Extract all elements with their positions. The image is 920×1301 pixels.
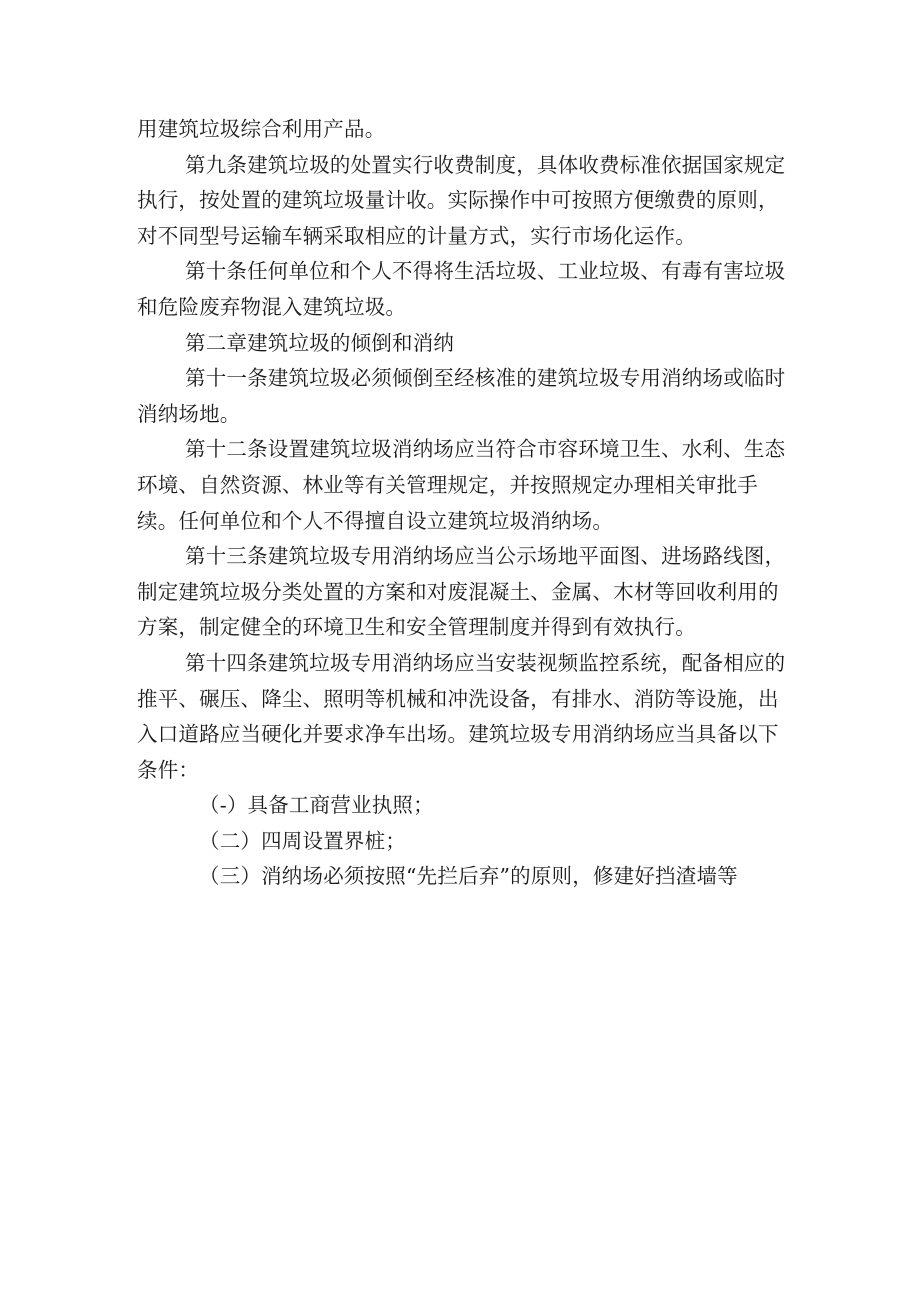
chapter-2-heading: 第二章建筑垃圾的倾倒和消纳 bbox=[185, 330, 455, 355]
article-13: 第十三条建筑垃圾专用消纳场应当公示场地平面图、进场路线图，制定建筑垃圾分类处置的方案和对废混凝土、金属、木材等回收利用的方案，制定健全的环境卫生和安全管理制度并得到有效执行。 bbox=[137, 544, 786, 640]
article-12: 第十二条设置建筑垃圾消纳场应当符合市容环境卫生、水利、生态环境、自然资源、林业等有关管理规定，并按照规定办理相关审批手续。任何单位和个人不得擅自设立建筑垃圾消纳场。 bbox=[137, 437, 786, 533]
article-11: 第十一条建筑垃圾必须倾倒至经核准的建筑垃圾专用消纳场或临时消纳场地。 bbox=[137, 366, 786, 426]
article-10: 第十条任何单位和个人不得将生活垃圾、工业垃圾、有毒有害垃圾和危险废弃物混入建筑垃圾。 bbox=[137, 259, 786, 319]
condition-item-2: （二）四周设置界桩； bbox=[199, 828, 406, 853]
condition-item-1: （-）具备工商营业执照； bbox=[199, 793, 434, 818]
paragraph-continuation: 用建筑垃圾综合利用产品。 bbox=[137, 117, 386, 141]
condition-item-3: （三）消纳场必须按照“先拦后弃”的原则，修建好挡渣墙等 bbox=[199, 864, 738, 889]
article-9: 第九条建筑垃圾的处置实行收费制度，具体收费标准依据国家规定执行，按处置的建筑垃圾量计收。实际操作中可按照方便缴费的原则，对不同型号运输车辆采取相应的计量方式，实行市场化运作。 bbox=[137, 152, 786, 248]
document-body bbox=[137, 112, 797, 895]
article-14: 第十四条建筑垃圾专用消纳场应当安装视频监控系统，配备相应的推平、碾压、降尘、照明等机械和冲洗设备，有排水、消防等设施，出入口道路应当硬化并要求净车出场。建筑垃圾专用消纳场应当具备以下条件： bbox=[137, 650, 786, 782]
